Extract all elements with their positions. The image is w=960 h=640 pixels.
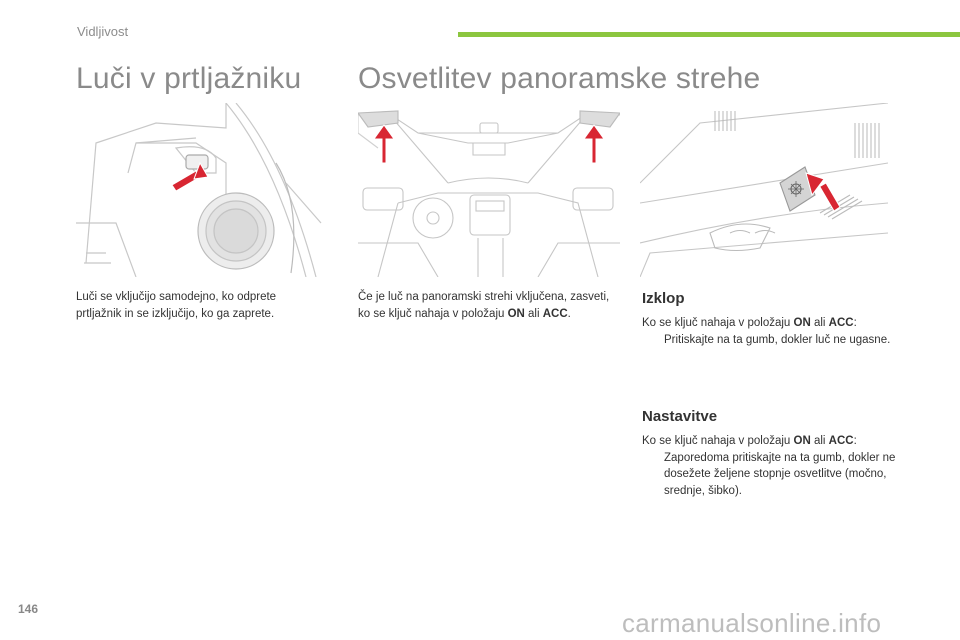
settings-bullet: Zaporedoma pritiskajte na ta gumb, dokler ne dosežete željene stopnje osvetlitve (močno, srednje, šibko). bbox=[642, 450, 902, 500]
panoramic-roof-title: Osvetlitev panoramske strehe bbox=[358, 62, 761, 95]
period: . bbox=[567, 308, 571, 320]
roof-light-button-illustration bbox=[640, 103, 888, 277]
off-instructions bbox=[642, 315, 902, 348]
trunk-lights-description: Luči se vključijo samodejno, ko odprete prtljažnik in se izključijo, ko ga zaprete. bbox=[76, 291, 277, 320]
off-heading: Izklop bbox=[642, 290, 685, 307]
key-acc: ACC bbox=[542, 308, 568, 320]
page-number: 146 bbox=[18, 602, 39, 616]
bullet-icon bbox=[642, 332, 664, 349]
settings-heading: Nastavitve bbox=[642, 408, 718, 425]
trunk-light-illustration bbox=[76, 103, 324, 277]
panoramic-roof-description bbox=[358, 289, 624, 323]
watermark: carmanualsonline.info bbox=[622, 608, 882, 638]
bullet-icon bbox=[642, 450, 664, 500]
trunk-lights-title: Luči v prtljažniku bbox=[76, 62, 302, 95]
settings-intro: Ko se ključ nahaja v položaju ON ali ACC: bbox=[642, 435, 857, 447]
panoramic-roof-illustration bbox=[358, 103, 620, 277]
section-title: Vidljivost bbox=[77, 24, 129, 39]
panoramic-text: Če je luč na panoramski strehi vključena, zasveti, ko se ključ nahaja v položaju bbox=[358, 291, 610, 320]
settings-instructions bbox=[642, 433, 902, 499]
or-text: ali bbox=[524, 308, 543, 320]
section-accent-bar bbox=[458, 32, 960, 37]
off-bullet: Pritiskajte na ta gumb, dokler luč ne ugasne. bbox=[642, 332, 902, 349]
key-on: ON bbox=[507, 308, 525, 320]
off-intro: Ko se ključ nahaja v položaju ON ali ACC: bbox=[642, 317, 857, 329]
